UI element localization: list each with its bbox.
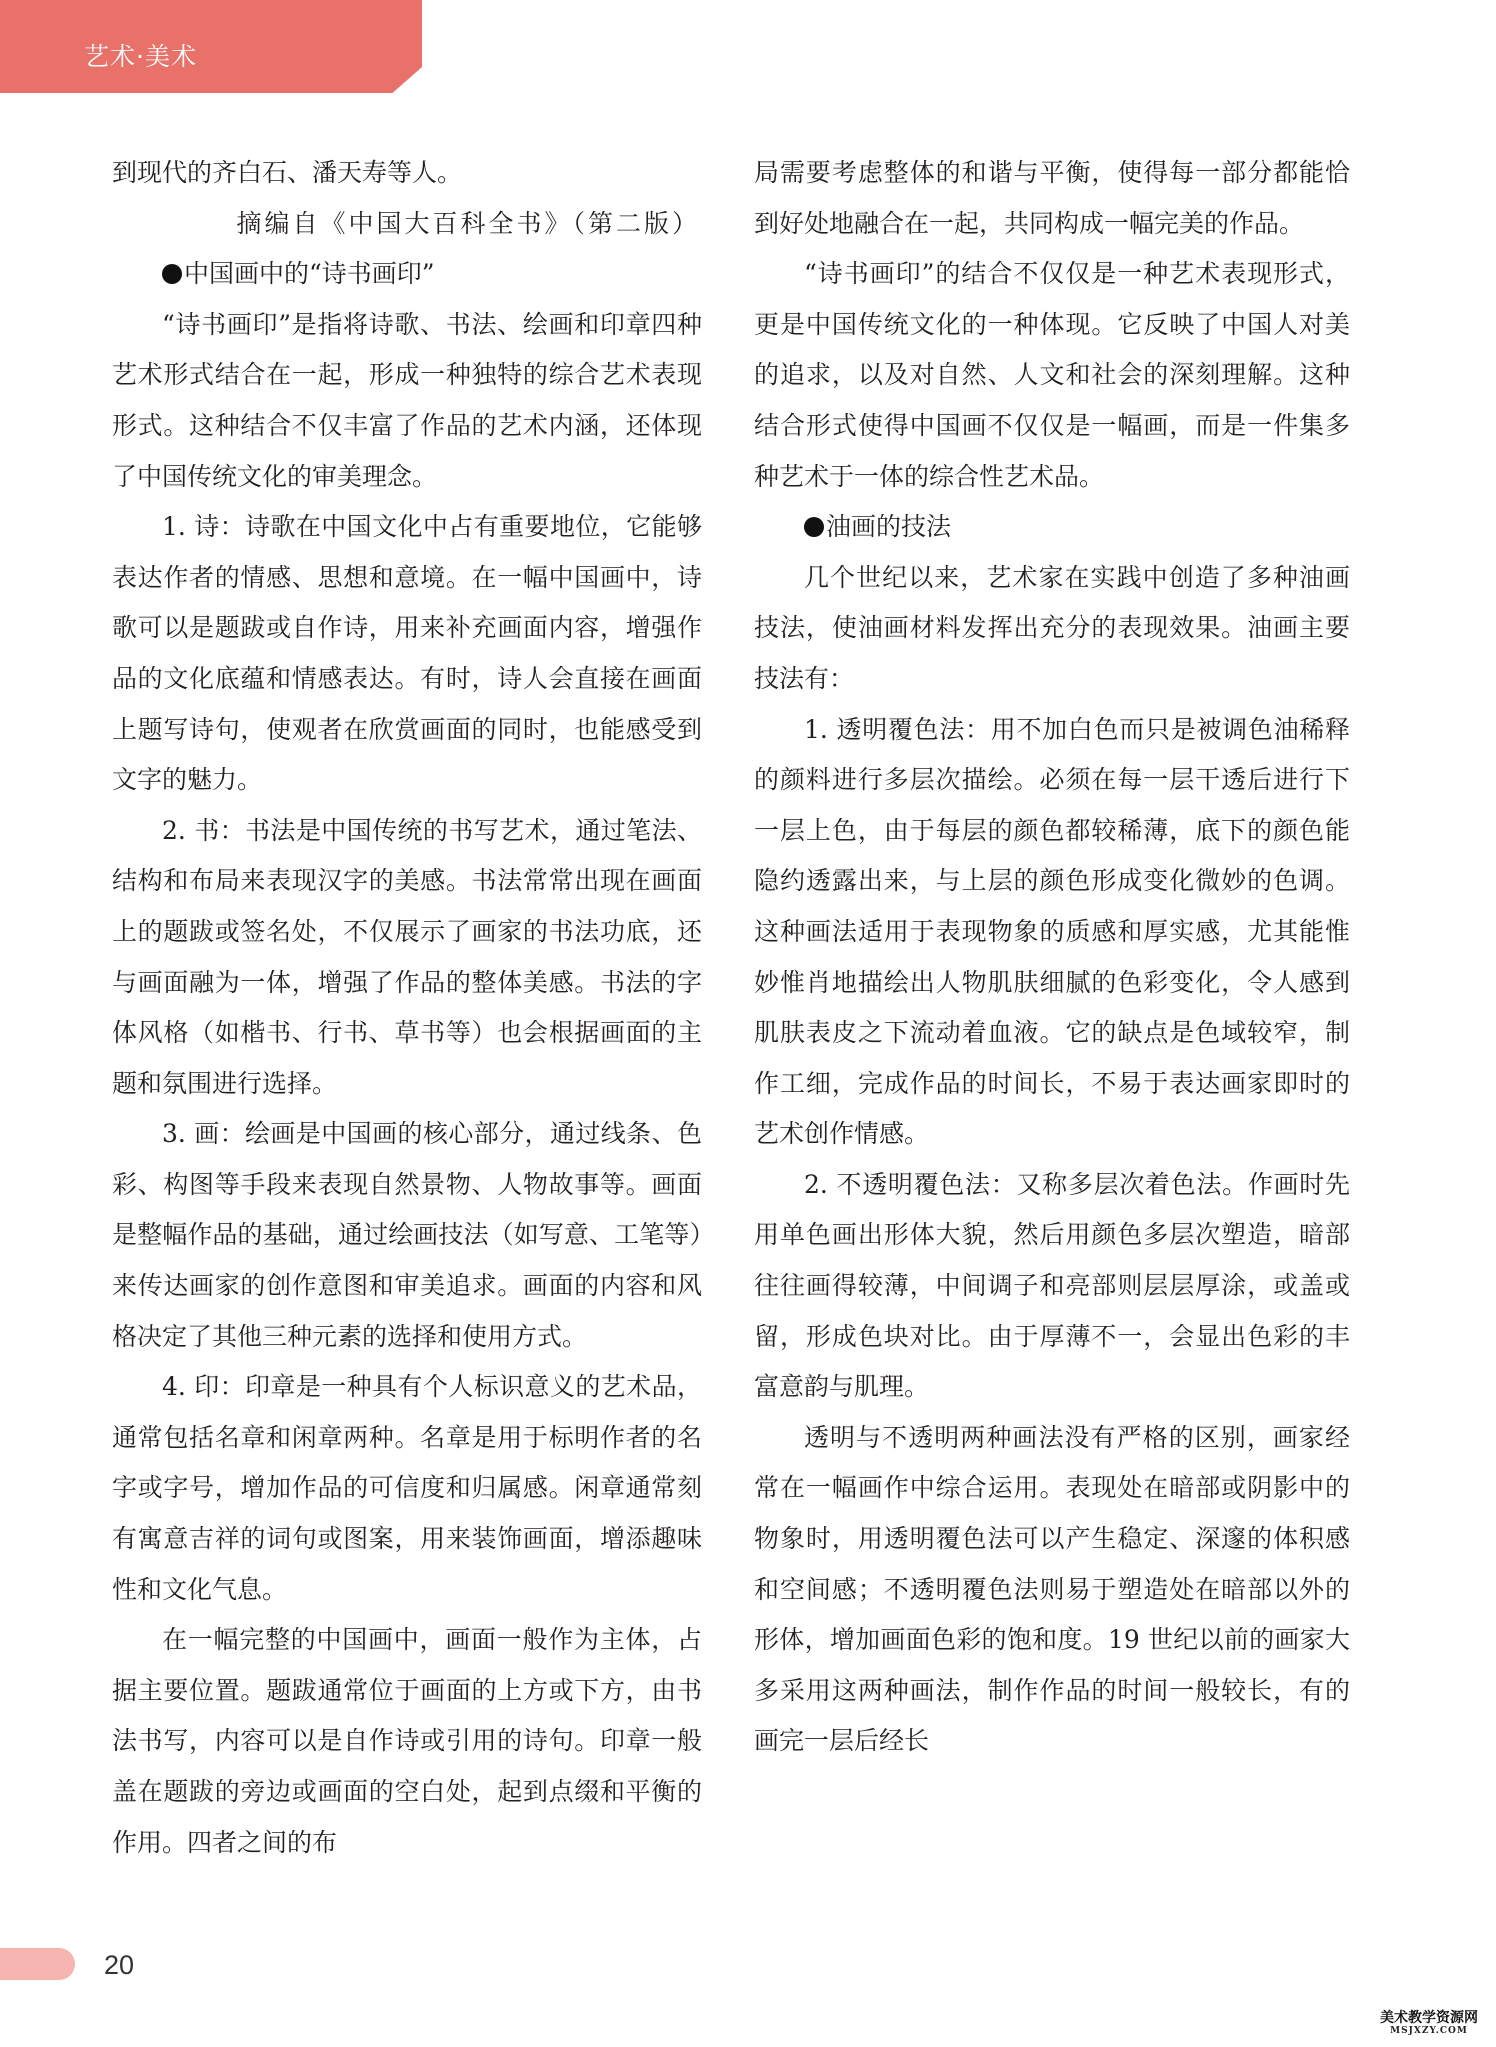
bullet-icon (804, 517, 824, 537)
page-number: 20 (104, 1950, 135, 1980)
section-header-band (0, 0, 422, 93)
paragraph-poetry: 1. 诗：诗歌在中国文化中占有重要地位，它能够表达作者的情感、思想和意境。在一幅中国画中，诗歌可以是题跋或自作诗，用来补充画面内容，增强作品的文化底蕴和情感表达。有时，诗人会直接在画面上题写诗句，使观者在欣赏画面的同时，也能感受到文字的魅力。 (112, 512, 702, 795)
bullet-icon (162, 264, 182, 284)
paragraph: 局需要考虑整体的和谐与平衡，使得每一部分都能恰到好处地融合在一起，共同构成一幅完美的作品。 (754, 158, 1350, 238)
left-column (112, 148, 702, 1868)
paragraph: 在一幅完整的中国画中，画面一般作为主体，占据主要位置。题跋通常位于画面的上方或下方，由书法书写，内容可以是自作诗或引用的诗句。印章一般盖在题跋的旁边或画面的空白处，起到点缀和平衡的作用。四者之间的布 (112, 1625, 702, 1857)
section-heading-poetry-calligraphy-painting-seal (112, 249, 702, 300)
paragraph-painting: 3. 画：绘画是中国画的核心部分，通过线条、色彩、构图等手段来表现自然景物、人物故事等。画面是整幅作品的基础，通过绘画技法（如写意、工笔等）来传达画家的创作意图和审美追求。画面的内容和风格决定了其他三种元素的选择和使用方式。 (112, 1119, 702, 1351)
paragraph: “诗书画印”的结合不仅仅是一种艺术表现形式，更是中国传统文化的一种体现。它反映了中国人对美的追求，以及对自然、人文和社会的深刻理解。这种结合形式使得中国画不仅仅是一幅画，而是一件集多种艺术于一体的综合性艺术品。 (754, 259, 1350, 491)
paragraph: 几个世纪以来，艺术家在实践中创造了多种油画技法，使油画材料发挥出充分的表现效果。油画主要技法有： (754, 562, 1350, 693)
watermark (1380, 2011, 1478, 2036)
page-number-pill (0, 1948, 75, 1980)
source-citation: 摘编自《中国大百科全书》（第二版） (236, 208, 700, 238)
watermark-cn: 美术教学资源网 (1380, 2010, 1478, 2026)
paragraph-calligraphy: 2. 书：书法是中国传统的书写艺术，通过笔法、结构和布局来表现汉字的美感。书法常常出现在画面上的题跋或签名处，不仅展示了画家的书法功底，还与画面融为一体，增强了作品的整体美感。书法的字体风格（如楷书、行书、草书等）也会根据画面的主题和氛围进行选择。 (112, 815, 702, 1098)
heading-text: 油画的技法 (826, 512, 952, 542)
paragraph-transparent-glazing: 1. 透明覆色法：用不加白色而只是被调色油稀释的颜料进行多层次描绘。必须在每一层干透后进行下一层上色，由于每层的颜色都较稀薄，底下的颜色能隐约透露出来，与上层的颜色形成变化微妙的色调。这种画法适用于表现物象的质感和厚实感，尤其能惟妙惟肖地描绘出人物肌肤细腻的色彩变化，令人感到肌肤表皮之下流动着血液。它的缺点是色域较窄，制作工细，完成作品的时间长，不易于表达画家即时的艺术创作情感。 (754, 714, 1350, 1149)
right-column (754, 148, 1350, 1767)
paragraph-opaque-layering: 2. 不透明覆色法：又称多层次着色法。作画时先用单色画出形体大貌，然后用颜色多层次塑造，暗部往往画得较薄，中间调子和亮部则层层厚涂，或盖或留，形成色块对比。由于厚薄不一，会显出色彩的丰富意韵与肌理。 (754, 1169, 1350, 1402)
section-title: 艺术·美术 (84, 42, 197, 71)
paragraph: “诗书画印”是指将诗歌、书法、绘画和印章四种艺术形式结合在一起，形成一种独特的综合艺术表现形式。这种结合不仅丰富了作品的艺术内涵，还体现了中国传统文化的审美理念。 (112, 309, 702, 491)
paragraph-seal: 4. 印：印章是一种具有个人标识意义的艺术品，通常包括名章和闲章两种。名章是用于标明作者的名字或字号，增加作品的可信度和归属感。闲章通常刻有寓意吉祥的词句或图案，用来装饰画面，增添趣味性和文化气息。 (112, 1372, 702, 1604)
heading-text: 中国画中的“诗书画印” (184, 259, 435, 289)
paragraph: 透明与不透明两种画法没有严格的区别，画家经常在一幅画作中综合运用。表现处在暗部或阴影中的物象时，用透明覆色法可以产生稳定、深邃的体积感和空间感；不透明覆色法则易于塑造处在暗部以外的形体，增加画面色彩的饱和度。19 世纪以前的画家大多采用这两种画法，制作作品的时间一般较长，有的画完一层后经长 (754, 1422, 1350, 1756)
section-heading-oil-painting-techniques (754, 502, 1350, 553)
watermark-en: MSJXZY.COM (1390, 2026, 1468, 2036)
paragraph: 到现代的齐白石、潘天寿等人。 (112, 158, 463, 187)
